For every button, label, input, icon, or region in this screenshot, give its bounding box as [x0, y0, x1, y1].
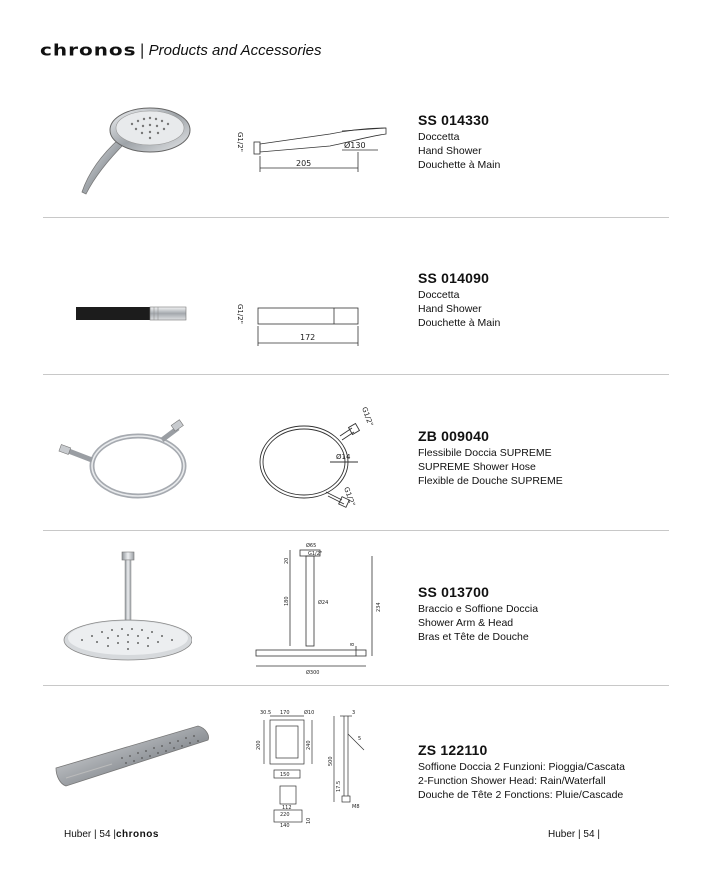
header-separator: | [139, 41, 145, 59]
product-code: ZB 009040 [418, 428, 490, 444]
dim-arm-length: 180 [284, 596, 290, 606]
product-desc-it: Doccetta [418, 131, 460, 143]
shower-arm-head-photo [52, 548, 192, 668]
page-header [40, 38, 322, 62]
divider [43, 685, 669, 686]
stick-shower-drawing [230, 288, 390, 348]
product-desc-en: Hand Shower [418, 145, 482, 157]
dim-diameter: Ø14 [336, 453, 351, 461]
product-code: SS 014090 [418, 270, 490, 286]
divider [43, 217, 669, 218]
dim-angle: 5 [358, 736, 362, 742]
dim-length: 172 [300, 333, 316, 342]
dim-head-thickness: 8 [350, 642, 356, 646]
footer-sep: | [578, 829, 581, 840]
product-desc-it: Braccio e Soffione Doccia [418, 603, 539, 615]
dim-thread-bottom: G1/2" [342, 485, 357, 508]
dim-diameter: Ø130 [344, 141, 366, 150]
dim-side-offset: 17.5 [336, 780, 342, 792]
footer-sep: | [113, 829, 116, 840]
footer-company: Huber [64, 829, 92, 840]
footer-company: Huber [548, 829, 576, 840]
product-ss-014090 [0, 258, 710, 368]
dim-thread-top: G1/2" [360, 406, 375, 428]
dim-side-top: 3 [352, 710, 356, 716]
product-info [418, 742, 625, 802]
dim-height-b: 240 [306, 740, 312, 750]
dim-thread: G1/2" [236, 304, 244, 324]
product-desc-fr: Douchette à Main [418, 317, 501, 329]
product-code: SS 014330 [418, 112, 490, 128]
product-zb-009040 [0, 400, 710, 520]
hand-shower-drawing [230, 122, 390, 177]
footer-sep: | [94, 829, 97, 840]
product-desc-fr: Douche de Tête 2 Fonctions: Pluie/Cascade [418, 789, 624, 801]
product-desc-en: SUPREME Shower Hose [418, 461, 536, 473]
dim-mount: 150 [280, 772, 290, 778]
dim-base-c: 140 [280, 823, 290, 829]
dim-head-diameter: Ø300 [306, 670, 320, 676]
dim-thread: M8 [352, 804, 360, 810]
dim-flange-height: 20 [284, 557, 290, 564]
product-info [418, 112, 500, 172]
brand-logo: chronos [40, 40, 137, 60]
dim-offset: 30.5 [260, 710, 272, 716]
page-title: Products and Accessories [148, 41, 322, 59]
waterfall-head-drawing [230, 706, 380, 830]
product-desc-it: Doccetta [418, 289, 460, 301]
shower-arm-head-drawing [230, 542, 390, 676]
dim-arm-diameter: Ø24 [318, 600, 329, 606]
divider [43, 374, 669, 375]
page-number: 54 [583, 829, 595, 840]
dim-base-thickness: 10 [306, 817, 312, 824]
dim-base-b: 220 [280, 812, 290, 818]
product-desc-fr: Flexible de Douche SUPREME [418, 475, 563, 487]
product-desc-fr: Bras et Tête de Douche [418, 631, 529, 643]
divider [43, 530, 669, 531]
product-code: SS 013700 [418, 584, 490, 600]
product-ss-013700 [0, 540, 710, 680]
dim-height-a: 200 [256, 740, 262, 750]
product-desc-en: Hand Shower [418, 303, 482, 315]
footer-right [548, 829, 600, 840]
product-desc-it: Flessibile Doccia SUPREME [418, 447, 552, 459]
shower-hose-photo [52, 404, 192, 504]
waterfall-head-photo [52, 716, 212, 796]
product-info [418, 428, 563, 488]
product-info [418, 270, 500, 330]
product-ss-014330 [0, 100, 710, 210]
dim-total-height: 234 [376, 602, 382, 612]
product-zs-122110 [0, 700, 710, 829]
stick-shower-photo [52, 302, 192, 326]
dim-width: 170 [280, 710, 290, 716]
dim-thread: G1/2" [236, 132, 244, 152]
product-desc-en: Shower Arm & Head [418, 617, 514, 629]
product-desc-fr: Douchette à Main [418, 159, 501, 171]
product-desc-it: Soffione Doccia 2 Funzioni: Pioggia/Cascata [418, 761, 626, 773]
footer-left [64, 829, 159, 840]
footer-sep: | [597, 829, 600, 840]
dim-side-length: 500 [328, 756, 334, 766]
product-info [418, 584, 538, 644]
dim-thread: G1/2" [308, 551, 323, 557]
hand-shower-photo [52, 104, 192, 199]
dim-hole: Ø10 [304, 710, 315, 716]
dim-base-a: 112 [282, 805, 292, 811]
footer-brand-logo: chronos [115, 829, 159, 840]
product-desc-en: 2-Function Shower Head: Rain/Waterfall [418, 775, 606, 787]
page-number: 54 [99, 829, 111, 840]
product-code: ZS 122110 [418, 742, 488, 758]
shower-hose-drawing [230, 406, 390, 516]
dim-length: 205 [296, 159, 312, 168]
dim-flange: Ø65 [306, 543, 317, 549]
